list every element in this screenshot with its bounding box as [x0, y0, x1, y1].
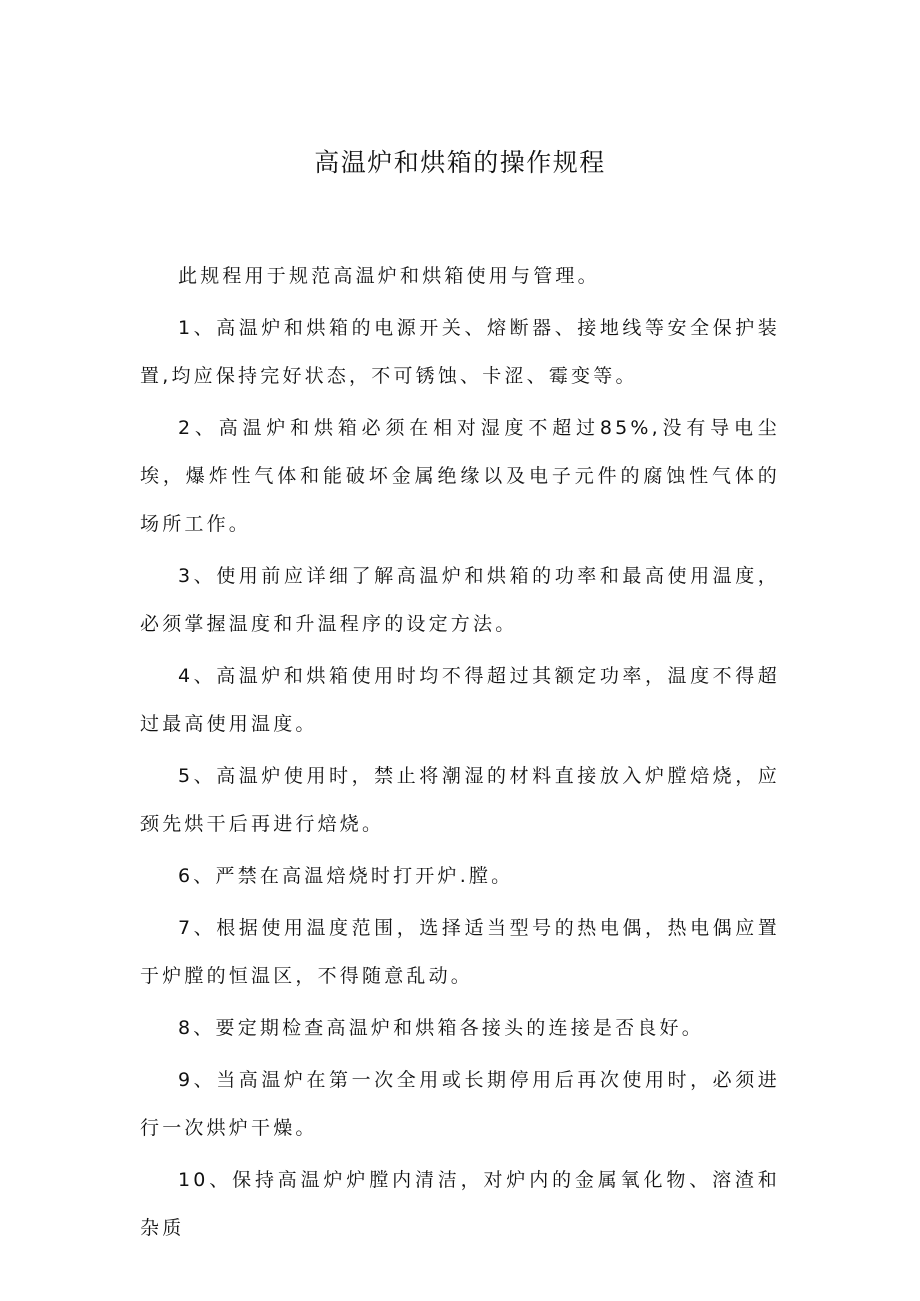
rule-5-paragraph: 5、高温炉使用时，禁止将潮湿的材料直接放入炉膛焙烧，应颈先烘干后再进行焙烧。 [140, 765, 780, 835]
rule-7-paragraph: 7、根据使用温度范围，选择适当型号的热电偶，热电偶应置于炉膛的恒温区，不得随意乱动。 [140, 917, 780, 987]
rule-10-paragraph: 10、保持高温炉炉膛内清洁，对炉内的金属氧化物、溶渣和杂质 [140, 1169, 780, 1239]
rule-1-paragraph: 1、高温炉和烘箱的电源开关、熔断器、接地线等安全保护装置,均应保持完好状态，不可锈蚀、卡涩、霉变等。 [140, 317, 780, 387]
document-title: 高温炉和烘箱的操作规程 [314, 148, 606, 177]
rule-6-paragraph: 6、严禁在高温焙烧时打开炉.膛。 [178, 865, 514, 887]
rule-2-paragraph: 2、高温炉和烘箱必须在相对湿度不超过85%,没有导电尘埃，爆炸性气体和能破坏金属绝缘以及电子元件的腐蚀性气体的场所工作。 [140, 417, 780, 535]
document-body [140, 252, 780, 1256]
rule-3-paragraph: 3、使用前应详细了解高温炉和烘箱的功率和最高使用温度，必须掌握温度和升温程序的设定方法。 [140, 565, 780, 635]
rule-4-paragraph: 4、高温炉和烘箱使用时均不得超过其额定功率，温度不得超过最高使用温度。 [140, 665, 780, 735]
rule-9-paragraph: 9、当高温炉在第一次全用或长期停用后再次使用时，必须进行一次烘炉干燥。 [140, 1069, 780, 1139]
rule-8-paragraph: 8、要定期检查高温炉和烘箱各接头的连接是否良好。 [178, 1017, 704, 1039]
intro-paragraph: 此规程用于规范高温炉和烘箱使用与管理。 [178, 265, 600, 287]
